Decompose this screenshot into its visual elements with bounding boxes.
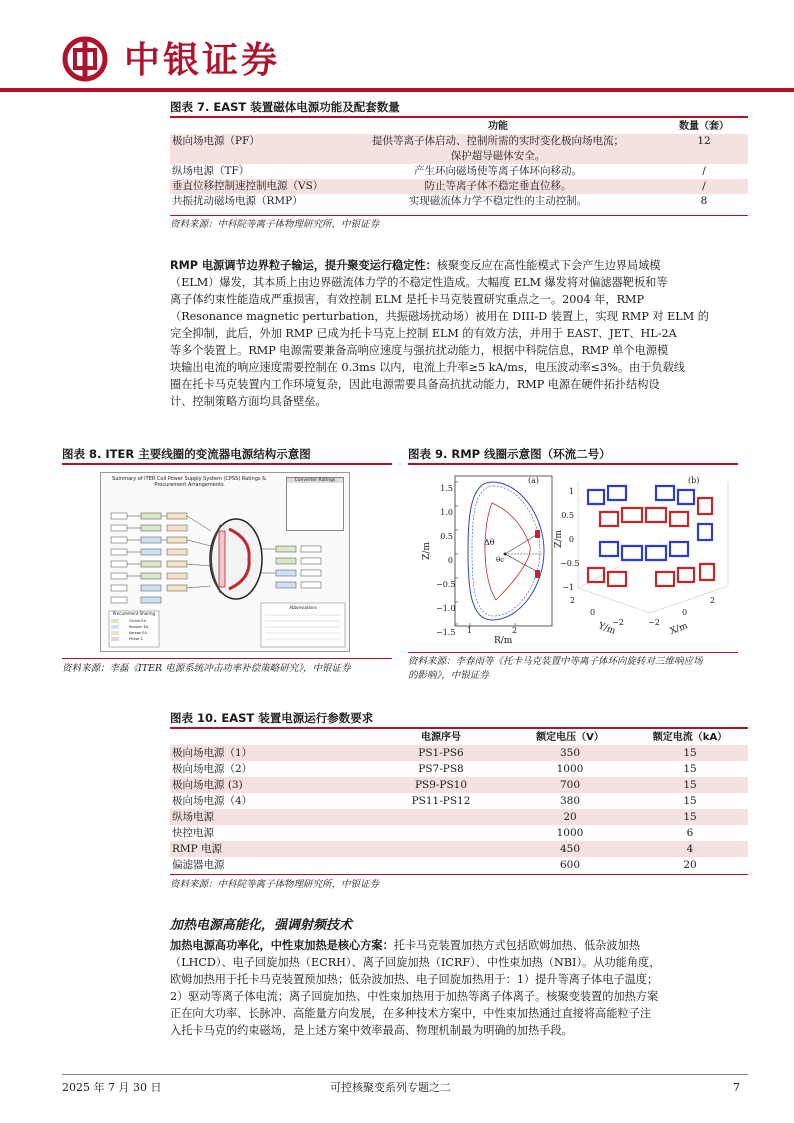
- figure9-title: 图表 9. RMP 线圈示意图（环流二号）: [408, 447, 611, 461]
- heating-paragraph: [170, 937, 748, 1039]
- table7-cell-function: 提供等离子体启动、控制所需的实时变化极向场电流；: [372, 135, 624, 147]
- para-line: （LHCD）、电子回旋加热（ECRH）、离子回旋加热（ICRF）、中性束加热（NBI）。从功能角度，: [170, 956, 661, 969]
- legend-label: Russian EA: [129, 625, 149, 629]
- tick-label: 0: [590, 608, 596, 617]
- tick-label: −2: [612, 618, 624, 627]
- table10-cell-voltage: 350: [559, 746, 581, 759]
- tick-label: −2: [648, 618, 660, 627]
- table10-cell-name: 偏滤器电源: [172, 858, 225, 871]
- table10-cell-current: 20: [683, 858, 697, 871]
- table-row: [170, 809, 748, 825]
- tick-label: 0: [682, 608, 688, 617]
- table10-source: 资料来源：中科院等离子体物理研究所，中银证券: [170, 879, 380, 890]
- table10-bottom-rule: [170, 874, 748, 875]
- panel-a-frame: [455, 476, 552, 626]
- table10-cell-current: 15: [683, 778, 697, 791]
- para-line: （ELM）爆发，其本质上由边界磁流体力学的不稳定性造成。大幅度 ELM 爆发将对偏滤器靶板和等: [170, 276, 668, 289]
- table10-cell-name: 极向场电源（4）: [172, 794, 253, 807]
- figure8-title: 图表 8. ITER 主要线圈的变流器电源结构示意图: [62, 447, 311, 461]
- table7-cell-name: 纵场电源（TF）: [172, 165, 250, 177]
- table7-cell-function-cont: 保护超导磁体安全。: [450, 150, 546, 162]
- legend-label: Online EA: [129, 619, 147, 623]
- table7-header-function: 功能: [488, 120, 508, 132]
- figure9-source-line: 的影响》，中银证券: [408, 670, 489, 681]
- table10-cell-name: RMP 电源: [172, 842, 223, 855]
- table-row: [170, 777, 748, 793]
- abbreviations-label: Abbreviations: [289, 605, 317, 610]
- panel-a-xlabel: R/m: [494, 636, 513, 646]
- converter-ratings-box: Converter Ratings: [286, 477, 344, 531]
- table10: [170, 729, 748, 873]
- table10-cell-name: 极向场电源 (3): [172, 778, 243, 791]
- figure8-source: 资料来源：李磊《ITER 电源系统冲击功率补偿策略研究》，中银证券: [62, 663, 351, 674]
- theta-c-label: θc: [496, 556, 505, 564]
- table7-cell-count: 12: [697, 135, 711, 147]
- tick-label: 0: [447, 556, 453, 565]
- page-number: 7: [733, 1081, 740, 1094]
- table10-cell-voltage: 20: [563, 810, 577, 823]
- table10-cell-voltage: 450: [559, 842, 581, 855]
- table-row: [170, 793, 748, 809]
- panel-a-label: (a): [528, 476, 540, 485]
- figure9-panel-a: [420, 468, 560, 648]
- para-line: 核聚变反应在高性能模式下会产生边界局域模: [436, 259, 661, 272]
- table7: [170, 118, 748, 209]
- header-divider: [0, 88, 794, 92]
- table10-cell-voltage: 600: [559, 858, 581, 871]
- table7-cell-count: /: [702, 165, 706, 177]
- tick-label: 0.5: [561, 511, 574, 520]
- figure9-source-line: 资料来源：李春雨等《托卡马克装置中等离子体环向旋转对三维响应场: [408, 656, 703, 667]
- table10-cell-id: PS1-PS6: [418, 746, 464, 759]
- table10-cell-current: 6: [686, 826, 694, 839]
- para-line: 块输出电流的响应速度需要控制在 0.3ms 以内，电流上升率≥5 kA/ms，电压波动率≤3%。由于负载线: [170, 361, 685, 374]
- table10-cell-voltage: 380: [559, 794, 581, 807]
- table7-cell-count: 8: [700, 195, 708, 207]
- table-row: [170, 825, 748, 841]
- table10-title: 图表 10. EAST 装置电源运行参数要求: [170, 711, 374, 725]
- tick-label: −0.5: [560, 559, 580, 568]
- panel-b-zlabel: Z/m: [553, 530, 564, 548]
- legend-label: Korean EA: [129, 631, 147, 635]
- table7-title: 图表 7. EAST 装置磁体电源功能及配套数量: [170, 100, 400, 114]
- table10-cell-current: 15: [683, 746, 697, 759]
- table10-cell-voltage: 1000: [556, 826, 584, 839]
- table10-cell-id: [374, 825, 508, 841]
- iter-diagram-title: Summary of ITER Coil Power Supply System (CPSS) Ratings & Procurement Arrangements: [112, 476, 266, 488]
- table7-cell-function: 实现磁流体力学不稳定性的主动控制。: [408, 195, 588, 207]
- table10-cell-name: 极向场电源（2）: [172, 762, 253, 775]
- para-line: 计、控制策略方面均具备壁垒。: [170, 395, 327, 408]
- table10-header-voltage: 额定电压（V）: [536, 731, 604, 743]
- heating-paragraph-lead: 加热电源高功率化，中性束加热是核心方案：: [170, 939, 394, 952]
- delta-theta-label: Δθ: [484, 538, 495, 547]
- tick-label: 1: [568, 487, 574, 496]
- heating-section-heading: 加热电源高能化，强调射频技术: [170, 918, 353, 933]
- tick-label: 1: [467, 626, 473, 635]
- table7-cell-name: 垂直位移控制速控制电源（VS）: [172, 180, 324, 192]
- table-row: [170, 194, 748, 209]
- table10-cell-current: 4: [686, 842, 694, 855]
- footer-date: 2025 年 7 月 30 日: [62, 1081, 162, 1094]
- tick-label: 2: [570, 596, 576, 605]
- table10-cell-id: PS7-PS8: [418, 762, 464, 775]
- rmp-coil-lower: [535, 570, 540, 578]
- para-line: 正在向大功率、长脉冲、高能量方向发展，在多种技术方案中，中性束加热通过直接将高能粒子注: [170, 1007, 652, 1020]
- para-line: 2）驱动等离子体电流；离子回旋加热、中性束加热用于加热等离子体离子。核聚变装置的加热方案: [170, 990, 659, 1003]
- legend-swatch: [111, 631, 119, 635]
- figure9-panel-b: [553, 468, 740, 648]
- legend-swatch: [111, 625, 119, 629]
- tick-label: 0.5: [440, 532, 453, 541]
- table10-cell-id: [374, 809, 508, 825]
- table10-cell-current: 15: [683, 810, 697, 823]
- figure9-source: [408, 655, 703, 683]
- table10-cell-id: PS11-PS12: [411, 794, 471, 807]
- rmp-paragraph-lead: RMP 电源调节边界粒子输运，提升聚变运行稳定性：: [170, 259, 437, 272]
- footer-rule: [62, 1074, 748, 1075]
- panel-a-ylabel: Z/m: [421, 542, 432, 560]
- tick-label: 1.5: [440, 484, 453, 493]
- para-line: 托卡马克装置加热方式包括欧姆加热、低杂波加热: [393, 939, 640, 952]
- table7-cell-count: /: [702, 180, 706, 192]
- tick-label: 1.0: [440, 508, 453, 517]
- table10-header-id: 电源序号: [421, 731, 461, 743]
- table-row: [170, 134, 748, 164]
- tick-label: −1: [562, 583, 574, 592]
- table7-cell-name: 极向场电源（PF）: [172, 135, 260, 147]
- figure8-top-rule: [62, 463, 392, 465]
- tick-label: −1.5: [436, 628, 456, 637]
- tick-label: −0.5: [436, 580, 456, 589]
- table7-bottom-rule: [170, 215, 748, 216]
- panel-b-ylabel: Y/m: [596, 621, 617, 637]
- tick-label: 0: [568, 535, 574, 544]
- figure9-top-rule: [408, 463, 738, 465]
- para-line: 欧姆加热用于托卡马克装置预加热；低杂波加热、电子回旋加热用于：1）提升等离子体电子温度；: [170, 973, 659, 986]
- legend-swatch: [111, 637, 119, 641]
- panel-b-label: (b): [688, 476, 700, 485]
- panel-b-xlabel: X/m: [668, 621, 690, 637]
- table-row: [170, 841, 748, 857]
- tick-label: 2: [512, 626, 518, 635]
- table7-header-count: 数量（套）: [679, 120, 729, 132]
- rmp-paragraph: [170, 257, 748, 410]
- para-line: 圈在托卡马克装置内工作环境复杂，因此电源需要具备高抗扰动能力，RMP 电源在硬件拓扑结构设: [170, 378, 660, 391]
- tick-label: 2: [710, 596, 716, 605]
- table10-cell-current: 15: [683, 794, 697, 807]
- procurement-sharing-label: Procurement Sharing: [112, 611, 156, 616]
- table10-cell-voltage: 700: [559, 778, 581, 791]
- table-row: [170, 179, 748, 194]
- table10-header-current: 额定电流（kA）: [652, 731, 728, 743]
- table10-cell-id: PS9-PS10: [414, 778, 468, 791]
- para-line: （Resonance magnetic perturbation，共振磁场扰动场）被用在 DIII-D 装置上，实现 RMP 对 ELM 的: [170, 310, 709, 323]
- table7-source: 资料来源：中科院等离子体物理研究所，中银证券: [170, 219, 380, 230]
- legend-swatch: [111, 619, 119, 623]
- tick-label: −1.0: [436, 604, 456, 613]
- table-row: [170, 761, 748, 777]
- table10-cell-id: [374, 857, 508, 873]
- rmp-coil-upper: [535, 530, 540, 538]
- table10-cell-name: 极向场电源（1）: [172, 746, 253, 759]
- figure8-bottom-rule: [62, 658, 392, 659]
- bank-logo-icon: [62, 36, 108, 82]
- table7-cell-function: 防止等离子体不稳定垂直位移。: [424, 180, 572, 192]
- table10-cell-name: 快控电源: [172, 826, 214, 839]
- para-line: 离子体约束性能造成严重损害，有效控制 ELM 是托卡马克装置研究重点之一。2004 年，RMP: [170, 293, 644, 306]
- table-row: [170, 745, 748, 761]
- table10-cell-current: 15: [683, 762, 697, 775]
- panel-a-yticks: [436, 477, 456, 645]
- table10-cell-voltage: 1000: [556, 762, 584, 775]
- table7-cell-function: 产生环向磁场使等离子体环向移动。: [414, 165, 582, 177]
- para-line: 入托卡马克的约束磁场，是上述方案中效率最高、物理机制最为明确的加热手段。: [170, 1024, 573, 1037]
- table10-cell-name: 纵场电源: [172, 810, 214, 823]
- table-row: [170, 857, 748, 873]
- iter-power-diagram: [100, 472, 350, 652]
- figure9-bottom-rule: [408, 652, 738, 653]
- footer-series: 可控核聚变系列专题之二: [330, 1081, 451, 1094]
- brand-name: 中银证券: [124, 40, 281, 81]
- table7-cell-name: 共振扰动磁场电源（RMP）: [172, 195, 303, 207]
- table-row: [170, 164, 748, 179]
- para-line: 等多个装置上。RMP 电源需要兼备高响应速度与强抗扰动能力，根据中科院信息，RMP 单个电源模: [170, 344, 669, 357]
- para-line: 完全抑制，此后，外加 RMP 已成为托卡马克上控制 ELM 的有效方法，并用于 EAST、JET、HL-2A: [170, 327, 677, 340]
- table10-cell-id: [374, 841, 508, 857]
- legend-label: Phase 2: [129, 637, 143, 641]
